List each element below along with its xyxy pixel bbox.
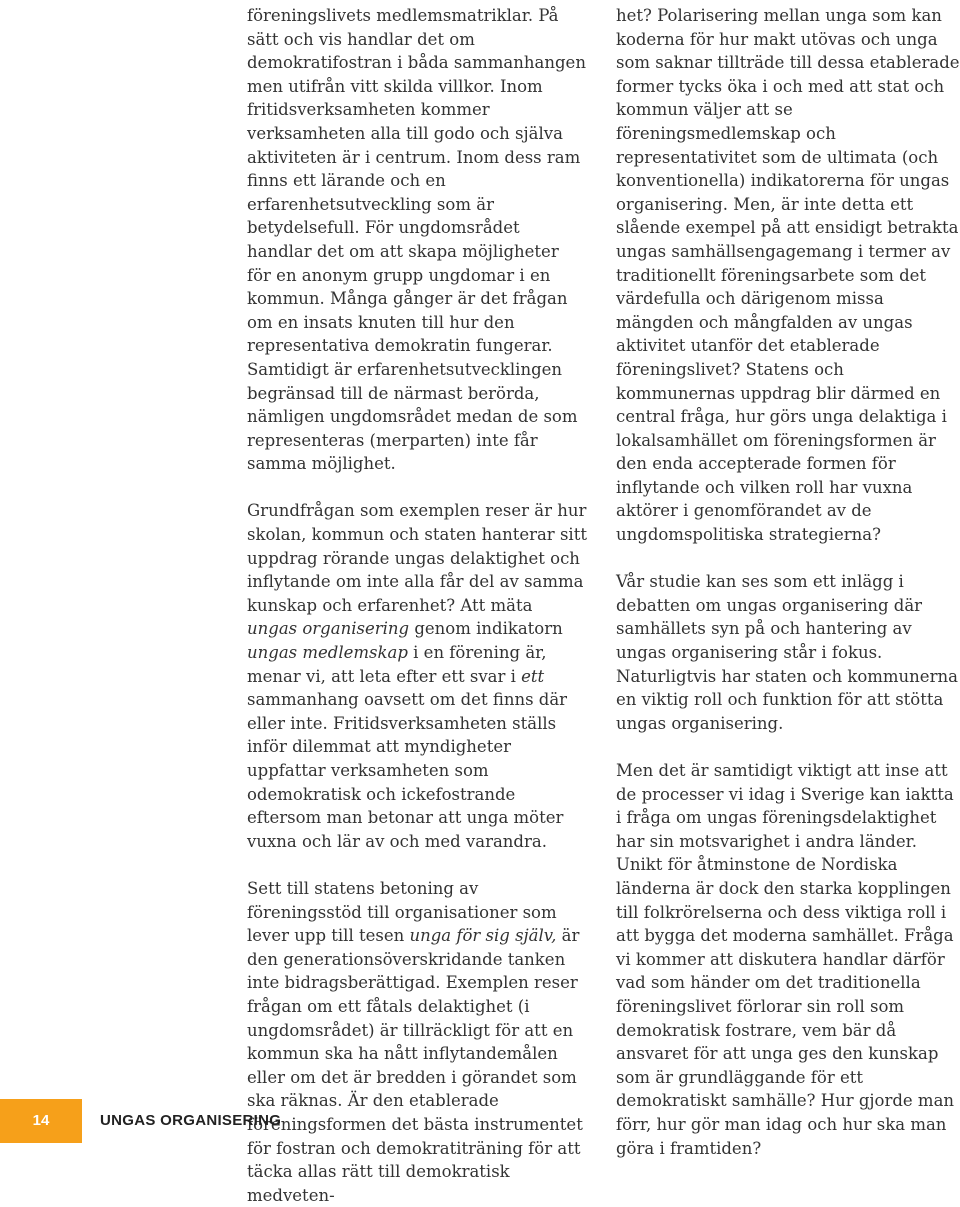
paragraph: Vår studie kan ses som ett inlägg i debatten om ungas organisering där samhällets syn på och hantering av ungas organisering står i fokus. Naturligtvis har staten och kommunerna en viktig roll och funktion för att stötta ungas organisering.	[616, 572, 958, 733]
paragraph: het? Polarisering mellan unga som kan koderna för hur makt utövas och unga som saknar tillträde till dessa etablerade former tycks öka i och med att stat och kommun väljer att se föreningsmedlemskap och representativitet som de ultimata (och konventionella) indikatorerna för ungas organisering. Men, är inte detta ett slående exempel på att ensidigt betrakta ungas samhällsengagemang i termer av traditionellt föreningsarbete som det värdefulla och därigenom missa mängden och mångfalden av ungas aktivitet utanför det etablerade föreningslivet? Statens och kommunernas uppdrag blir därmed en central fråga, hur görs unga delaktiga i lokalsamhället om föreningsformen är den enda accepterade formen för inflytande och vilken roll har vuxna aktörer i genomförandet av de ungdomspolitiska strategierna?	[616, 6, 960, 545]
emphasis: ungas organisering	[247, 619, 410, 639]
paragraph: Men det är samtidigt viktigt att inse att de processer vi idag i Sverige kan iakttа i fråga om ungas föreningsdelaktighet har sin motsvarighet i andra länder. Unikt för åtminstone de Nordiska länderna är dock den starka kopplingen till folkrörelserna och dess viktiga roll i att bygga det moderna samhället. Fråga vi kommer att diskutera handlar därför vad som händer om det traditionella föreningslivet förlorar sin roll som demokratisk fostrare, vem bär då ansvaret för att unga ges den kunskap som är grundläggande för ett demokratiskt samhälle? Hur gjorde man förr, hur gör man idag och hur ska man göra i framtiden?	[616, 761, 955, 1158]
text-run: är den generationsöverskridande tanken inte bidragsberättigad. Exemplen reser frågan om ett fåtals delaktighet (i ungdomsrådet) är tillräckligt för att en kommun ska ha nått inflytandemålen eller om det är bredden i görandet som ska räknas. Är den etablerade föreningsformen det bästa instrumentet för fostran och demokratiträning för att täcka allas rätt till demokratisk medveten-	[247, 926, 583, 1205]
left-column	[247, 4, 587, 1207]
text-run: Sett till statens betoning av föreningsstöd till organisationer som lever upp till tesen	[247, 878, 557, 946]
emphasis: unga för sig själv,	[409, 926, 557, 946]
text-run: sammanhang oavsett om det finns där eller inte. Fritidsverksamheten ställs inför dilemmat att myndigheter uppfattar verksamheten som odemokratisk och ickefostrande eftersom man betonar att unga möter vuxna och lär av och med varandra.	[247, 690, 568, 851]
text-run: Grundfrågan som exemplen reser är hur skolan, kommun och staten hanterar sitt uppdrag rörande ungas delaktighet och inflytande om inte alla får del av samma kunskap och erfarenhet? Att mäta	[247, 501, 587, 615]
text-run: genom indikatorn	[409, 619, 563, 639]
paragraph	[247, 499, 587, 853]
right-column	[616, 4, 960, 1160]
page-number: 14	[0, 1099, 82, 1143]
paragraph: föreningslivets medlemsmatriklar. På sätt och vis handlar det om demokratifostran i båda sammanhangen men utifrån vitt skilda villkor. Inom fritidsverksamheten kommer verksamheten alla till godo och själva aktiviteten är i centrum. Inom dess ram finns ett lärande och en erfarenhetsutveckling som är betydelsefull. För ungdomsrådet handlar det om att skapa möjligheter för en anonym grupp ungdomar i en kommun. Många gånger är det frågan om en insats knuten till hur den representativa demokratin fungerar. Samtidigt är erfarenhetsutvecklingen begränsad till de närmast berörda, nämligen ungdomsrådet medan de som representeras (merparten) inte får samma möjlighet.	[247, 6, 586, 474]
emphasis: ungas medlemskap	[247, 643, 408, 663]
text-run: i en förening är, menar vi, att leta efter ett svar i	[247, 643, 547, 686]
running-title: UNGAS ORGANISERING	[100, 1112, 282, 1129]
emphasis: ett	[521, 666, 545, 686]
page-footer	[0, 1099, 960, 1143]
paragraph	[247, 877, 587, 1207]
